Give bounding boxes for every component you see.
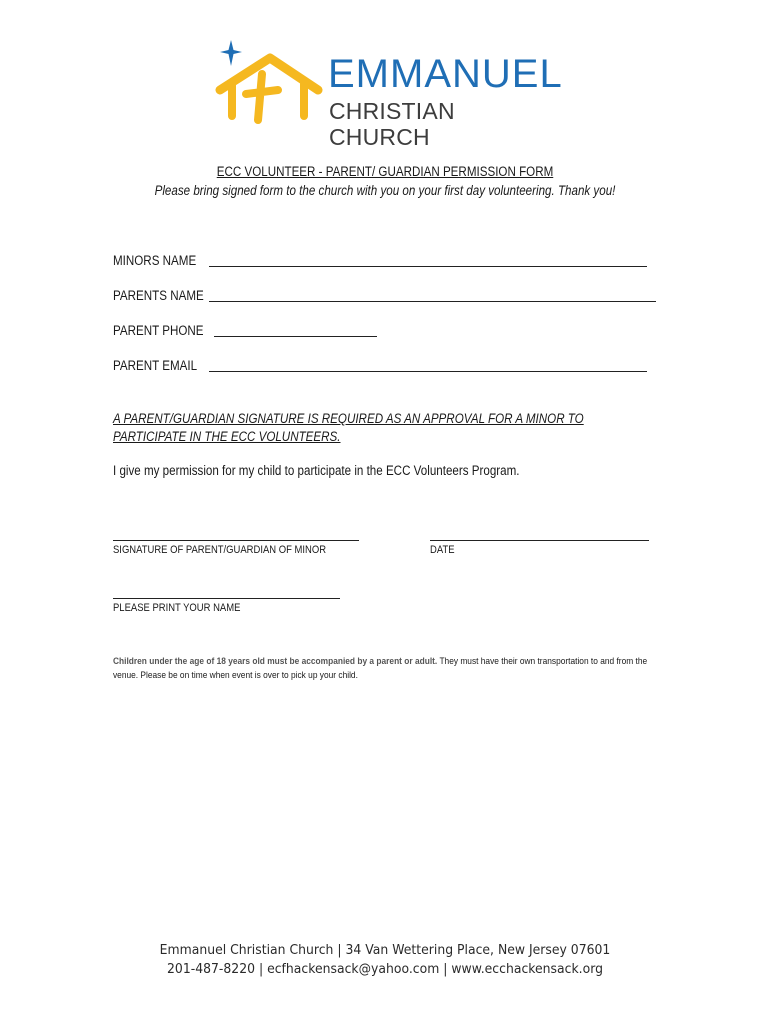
date-label: DATE <box>430 544 455 556</box>
form-subtitle: Please bring signed form to the church with you on your first day volunteering. Thank you! <box>154 183 616 198</box>
minors-name-label: MINORS NAME <box>113 253 197 268</box>
print-name-field[interactable] <box>113 598 340 599</box>
signature-field[interactable] <box>113 540 359 541</box>
form-title: ECC VOLUNTEER - PARENT/ GUARDIAN PERMISSION FORM <box>216 164 554 179</box>
date-field[interactable] <box>430 540 649 541</box>
supervision-notice-bold: Children under the age of 18 years old must be accompanied by a parent or adult. <box>113 656 438 667</box>
parent-email-field[interactable] <box>209 371 647 372</box>
parent-phone-field[interactable] <box>214 336 377 337</box>
supervision-notice <box>113 655 659 683</box>
print-name-label: PLEASE PRINT YOUR NAME <box>113 602 241 614</box>
parent-phone-label: PARENT PHONE <box>113 323 204 338</box>
logo-subtitle: CHRISTIAN CHURCH <box>329 98 455 150</box>
supervision-notice-rest: They must have their own transportation to and from the venue. Please be on time when event is over to pick up your child. <box>113 656 648 681</box>
church-logo <box>212 38 563 150</box>
footer-contact: 201-487-8220 | ecfhackensack@yahoo.com | www.ecchackensack.org <box>167 961 603 977</box>
church-roof-cross-star-icon <box>212 38 324 130</box>
parent-email-label: PARENT EMAIL <box>113 358 198 373</box>
signature-requirement-notice: A PARENT/GUARDIAN SIGNATURE IS REQUIRED AS AN APPROVAL FOR A MINOR TO PARTICIPATE IN THE ECC VOLUNTEERS. <box>113 411 584 444</box>
footer-address: Emmanuel Christian Church | 34 Van Wettering Place, New Jersey 07601 <box>159 942 611 958</box>
permission-statement: I give my permission for my child to participate in the ECC Volunteers Program. <box>113 463 520 478</box>
logo-title: EMMANUEL <box>328 52 563 96</box>
parents-name-field[interactable] <box>209 301 656 302</box>
minors-name-field[interactable] <box>209 266 647 267</box>
parents-name-label: PARENTS NAME <box>113 288 204 303</box>
signature-label: SIGNATURE OF PARENT/GUARDIAN OF MINOR <box>113 544 327 556</box>
